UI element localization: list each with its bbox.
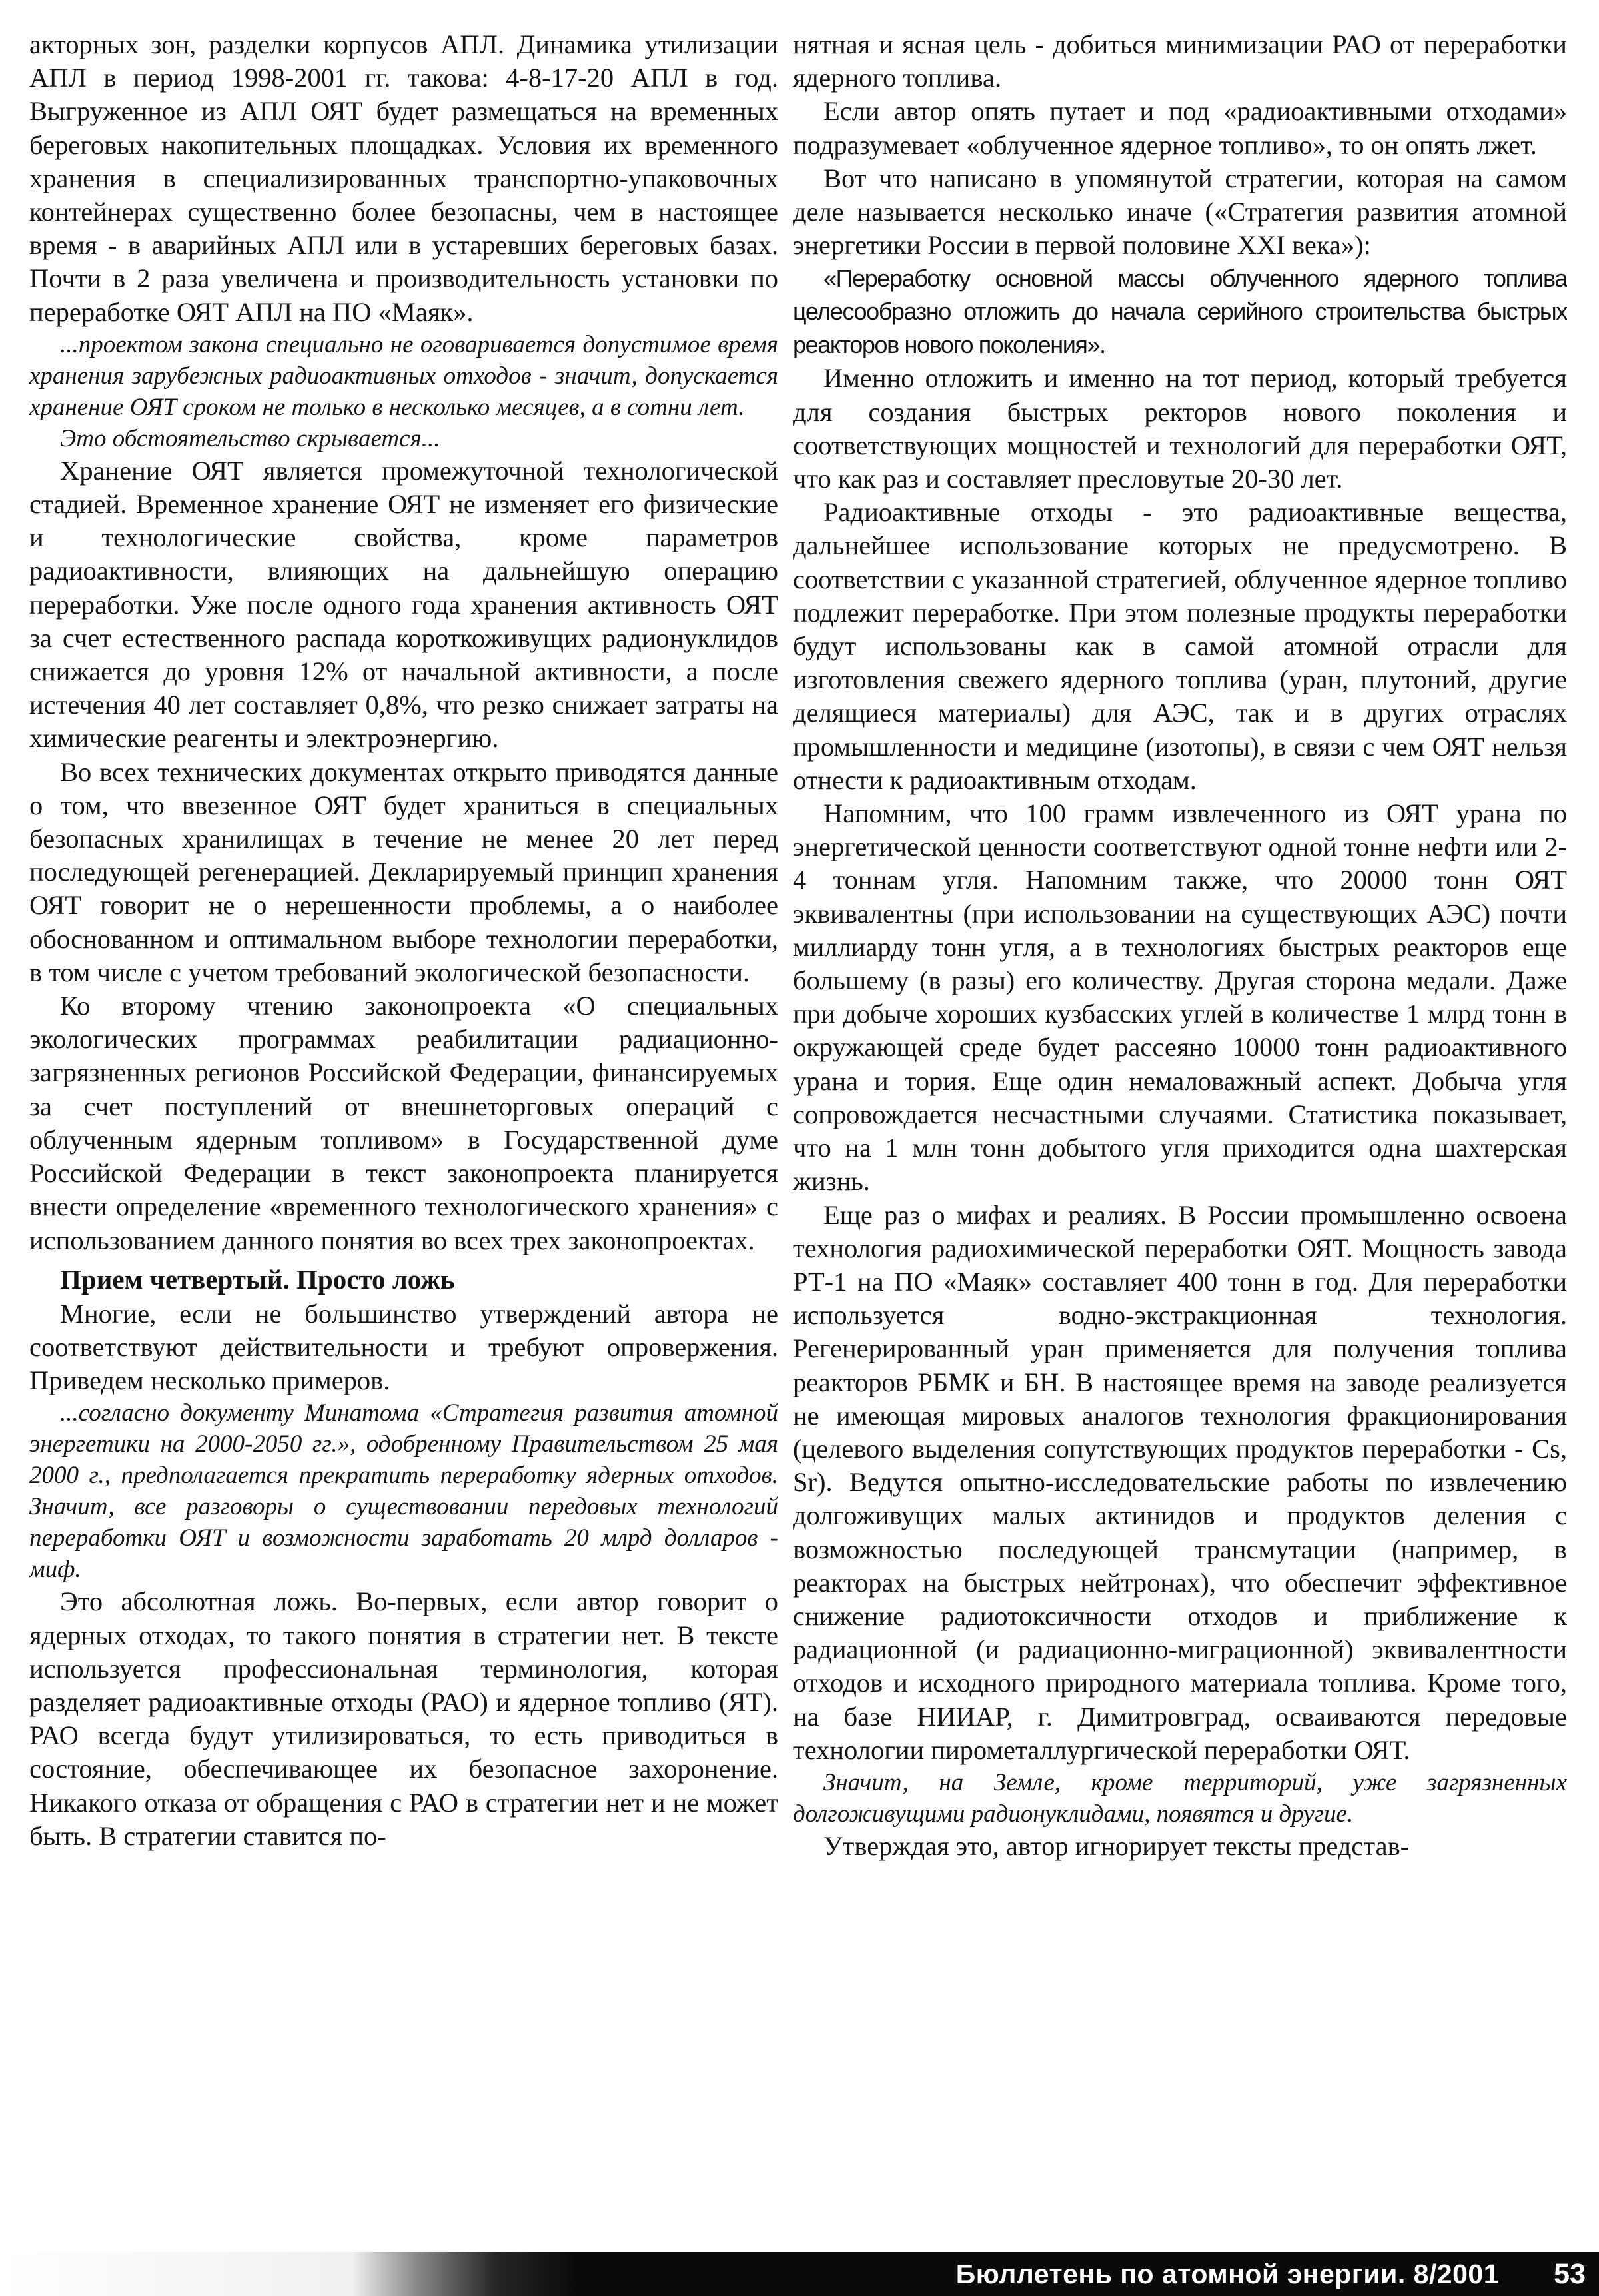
- paragraph: Это абсолютная ложь. Во-первых, если автор говорит о ядерных отходах, то такого понятия в стратегии нет. В тексте используется профессиональная терминология, которая разделяет радиоактивные отходы (РАО) и ядерное топливо (ЯТ). РАО всегда будут утилизироваться, то есть приводиться в состояние, обеспечивающее их безопасное захоронение. Никакого отказа от обращения с РАО в стратегии нет и не может быть. В стратегии ставится по-: [29, 1586, 778, 1851]
- paragraph: Хранение ОЯТ является промежуточной технологической стадией. Временное хранение ОЯТ не изменяет его физические и технологические свойства, кроме параметров радиоактивности, влияющих на дальнейшую операцию переработки. Уже после одного года хранения активность ОЯТ за счет естественного распада короткоживущих радионуклидов снижается до уровня 12% от начальной активности, а после истечения 40 лет составляет 0,8%, что резко снижает затраты на химические реагенты и электроэнергию.: [29, 455, 778, 754]
- paragraph: Во всех технических документах открыто приводятся данные о том, что ввезенное ОЯТ будет храниться в специальных безопасных хранилищах в течение не менее 20 лет перед последующей регенерацией. Декларируемый принцип хранения ОЯТ говорит не о нерешенности проблемы, а о наиболее обоснованном и оптимальном выборе технологии переработки, в том числе с учетом требований экологической безопасности.: [29, 756, 778, 987]
- paragraph: Если автор опять путает и под «радиоактивными отходами» подразумевает «облученное ядерное топливо», то он опять лжет.: [793, 96, 1567, 160]
- paragraph: нятная и ясная цель - добиться минимизации РАО от переработки ядерного топлива.: [793, 29, 1567, 93]
- paragraph: Именно отложить и именно на тот период, который требуется для создания быстрых ректоров нового поколения и соответствующих мощностей и технологий для переработки ОЯТ, что как раз и составляет пресловутые 20-30 лет.: [793, 363, 1567, 494]
- paragraph: Радиоактивные отходы - это радиоактивные вещества, дальнейшее использование которых не предусмотрено. В соответствии с указанной стратегией, облученное ядерное топливо подлежит переработке. При этом полезные продукты переработки будут использованы как в самой атомной отрасли для изготовления свежего ядерного топлива (уран, плутоний, другие делящиеся материалы) для АЭС, так и в других отраслях промышленности и медицине (изотопы), в связи с чем ОЯТ нельзя отнести к радиоактивным отходам.: [793, 497, 1567, 795]
- paragraph: Многие, если не большинство утверждений автора не соответствуют действительности и требуют опровержения. Приведем несколько примеров.: [29, 1298, 778, 1396]
- strategy-quote: «Переработку основной массы облученного ядерного топлива целесообразно отложить до начала серийного строительства быстрых реакторов нового поколения».: [793, 265, 1567, 359]
- paragraph: Утверждая это, автор игнорирует тексты представ-: [823, 1830, 1410, 1861]
- section-heading: Прием четвертый. Просто ложь: [60, 1263, 455, 1295]
- quote: ...проектом закона специально не оговаривается допустимое время хранения зарубежных радиоактивных отходов - значит, допускается хранение ОЯТ сроком не только в несколько месяцев, а в сотни лет.: [29, 330, 778, 421]
- page-number: 53: [1554, 2258, 1586, 2290]
- left-column: [29, 28, 778, 2247]
- quote: ...согласно документу Минатома «Стратегия развития атомной энергетики на 2000-2050 гг.», одобренному Правительством 25 мая 2000 г., предполагается прекратить переработку ядерных отходов. Значит, все разговоры о существовании передовых технологий переработки ОЯТ и возможности заработать 20 млрд долларов - миф.: [29, 1399, 778, 1584]
- paragraph: Вот что написано в упомянутой стратегии, которая на самом деле называется несколько иначе («Стратегия развития атомной энергетики России в первой половине XXI века»):: [793, 163, 1567, 261]
- footer-bar: [0, 2252, 1599, 2296]
- paragraph: Напомним, что 100 грамм извлеченного из ОЯТ урана по энергетической ценности соответствуют одной тонне нефти или 2-4 тоннам угля. Напомним также, что 20000 тонн ОЯТ эквивалентны (при использовании на существующих АЭС) почти миллиарду тонн угля, а в технологиях быстрых реакторов еще большему (в разы) его количеству. Другая сторона медали. Даже при добыче хороших кузбасских углей в количестве 1 млрд тонн в окружающей среде будет рассеяно 10000 тонн радиоактивного урана и тория. Еще один немаловажный аспект. Добыча угля сопровождается несчастными случаями. Статистика показывает, что на 1 млн тонн добытого угля приходится одна шахтерская жизнь.: [793, 798, 1567, 1197]
- paragraph: Еще раз о мифах и реалиях. В России промышленно освоена технология радиохимической переработки ОЯТ. Мощность завода РТ-1 на ПО «Маяк» составляет 400 тонн в год. Для переработки используется водно-экстракционная технология. Регенерированный уран применяется для получения топлива реакторов РБМК и БН. В настоящее время на заводе реализуется не имеющая мировых аналогов технология фракционирования (целевого выделения сопутствующих продуктов переработки - Cs, Sr). Ведутся опытно-исследовательские работы по извлечению долгоживущих малых актинидов и продуктов деления с возможностью последующей трансмутации (например, в реакторах на быстрых нейтронах), что обеспечит эффективное снижение радиотоксичности отходов и приближение к радиационной (и радиационно-миграционной) эквивалентности отходов и исходного природного материала топлива. Кроме того, на базе НИИАР, г. Димитровград, осваиваются передовые технологии пирометаллургической переработки ОЯТ.: [793, 1199, 1567, 1765]
- publication-title: Бюллетень по атомной энергии. 8/2001: [955, 2259, 1499, 2289]
- paragraph: акторных зон, разделки корпусов АПЛ. Динамика утилизации АПЛ в период 1998-2001 гг. такова: 4-8-17-20 АПЛ в год. Выгруженное из АПЛ ОЯТ будет размещаться на временных береговых накопительных площадках. Условия их временного хранения в специализированных транспортно-упаковочных контейнерах существенно более безопасны, чем в настоящее время - в аварийных АПЛ или в устаревших береговых базах. Почти в 2 раза увеличена и производительность установки по переработке ОЯТ АПЛ на ПО «Маяк».: [29, 29, 778, 327]
- quote: Значит, на Земле, кроме территорий, уже загрязненных долгоживущими радионуклидами, появятся и другие.: [793, 1768, 1567, 1828]
- paragraph: Ко второму чтению законопроекта «О специальных экологических программах реабилитации радиационно-загрязненных регионов Российской Федерации, финансируемых за счет поступлений от внешнеторговых операций с облученным ядерным топливом» в Государственной думе Российской Федерации в текст законопроекта планируется внести определение «временного технологического хранения» с использованием данного понятия во всех трех законопроектах.: [29, 991, 778, 1255]
- quote: Это обстоятельство скрывается...: [60, 424, 440, 452]
- right-column: [793, 28, 1567, 2247]
